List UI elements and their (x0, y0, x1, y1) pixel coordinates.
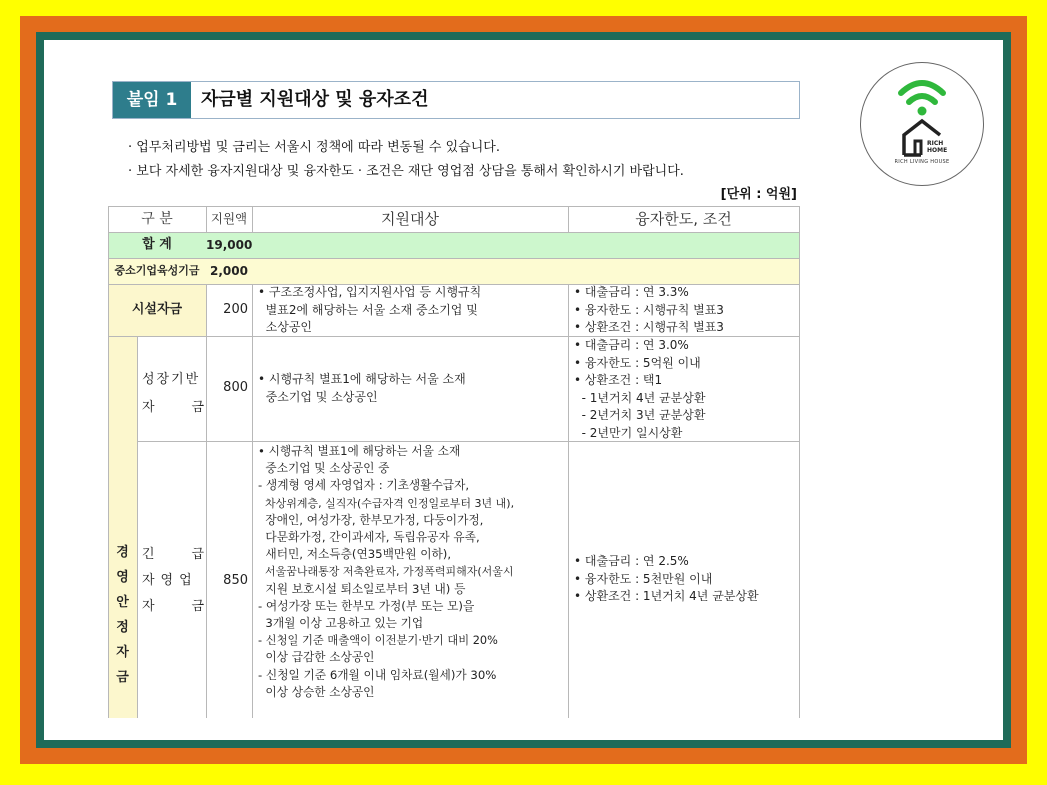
list-item: 새터민, 저소득층(연35백만원 이하), (258, 547, 452, 562)
facility-label: 시설자금 (131, 302, 183, 317)
group-char: 정 (116, 620, 129, 635)
total-label: 합 계 (142, 237, 172, 252)
list-item: 이상 상승한 소상공인 (258, 684, 375, 699)
header-target: 지원대상 (381, 210, 439, 228)
list-item: 소상공인 (258, 320, 312, 334)
emergency-amount: 850 (223, 573, 248, 588)
list-item: • 대출금리 : 연 2.5% (574, 554, 689, 568)
list-item: - 신청일 기준 6개월 이내 임차료(월세)가 30% (258, 667, 497, 682)
total-amount: 19,000 (206, 238, 253, 252)
list-item: - 2년거치 3년 균분상환 (574, 408, 706, 422)
grid-line (206, 284, 207, 718)
header-terms: 융자한도, 조건 (635, 210, 732, 228)
list-item: 이상 급감한 소상공인 (258, 650, 375, 665)
group-char: 안 (116, 595, 129, 610)
list-item: • 상환조건 : 택1 (574, 373, 663, 387)
facility-terms (568, 284, 799, 337)
list-item: - 1년거치 4년 균분상환 (574, 390, 706, 405)
list-item: • 융자한도 : 5천만원 이내 (574, 571, 713, 586)
list-item: • 상환조건 : 1년거치 4년 균분상환 (574, 589, 759, 603)
growth-label-line: 성장기반 (142, 372, 201, 387)
group-label (108, 540, 137, 690)
title-box (112, 81, 800, 119)
list-item: 중소기업 및 소상공인 중 (258, 461, 390, 476)
brand-line-1: RICH (927, 140, 944, 147)
emergency-label-line: 자영업 (142, 573, 198, 588)
fund-amount: 2,000 (210, 264, 248, 278)
list-item: 중소기업 및 소상공인 (258, 389, 378, 404)
growth-target (252, 371, 568, 406)
group-char: 금 (116, 670, 129, 685)
list-item: - 2년만기 일시상환 (574, 425, 683, 440)
emergency-terms (568, 553, 799, 606)
note-2: · 보다 자세한 융자지원대상 및 융자한도 · 조건은 재단 영업점 상담을 통해서 확인하시기 바랍니다. (128, 164, 684, 179)
list-item: • 대출금리 : 연 3.0% (574, 338, 689, 352)
list-item: - 생계형 영세 자영업자 : 기초생활수급자, (258, 478, 470, 493)
emergency-label-line: 긴 급 (142, 547, 204, 562)
list-item: • 융자한도 : 시행규칙 별표3 (574, 302, 724, 317)
grid-line (799, 206, 800, 718)
brand-line-2: HOME (927, 147, 948, 154)
emergency-label (142, 542, 204, 620)
facility-amount: 200 (223, 302, 248, 317)
header-category: 구 분 (141, 211, 173, 227)
header-amount: 지원액 (210, 211, 248, 226)
list-item: 차상위계층, 실직자(수급자격 인정일로부터 3년 내), (258, 496, 515, 510)
logo (860, 62, 984, 186)
list-item: • 대출금리 : 연 3.3% (574, 285, 689, 299)
list-item: • 융자한도 : 5억원 이내 (574, 355, 701, 370)
growth-terms (568, 337, 799, 442)
logo-tagline: RICH LIVING HOUSE (894, 159, 950, 165)
group-char: 자 (116, 645, 129, 660)
page-title: 자금별 지원대상 및 융자조건 (201, 89, 429, 110)
list-item: 별표2에 해당하는 서울 소재 중소기업 및 (258, 302, 478, 317)
list-item: 지원 보호시설 퇴소일로부터 3년 내) 등 (258, 581, 466, 596)
list-item: - 여성가장 또는 한부모 가정(부 또는 모)을 (258, 598, 475, 613)
list-item: 3개월 이상 고용하고 있는 기업 (258, 616, 424, 631)
list-item: • 시행규칙 별표1에 해당하는 서울 소재 (258, 372, 466, 386)
fund-label: 중소기업육성기금 (114, 264, 200, 277)
list-item: 다문화가정, 간이과세자, 독립유공자 유족, (258, 530, 480, 545)
list-item: 장애인, 여성가장, 한부모가정, 다둥이가정, (258, 512, 484, 527)
unit-label: [단위 : 억원] (720, 187, 797, 202)
list-item: - 신청일 기준 매출액이 이전분기·반기 대비 20% (258, 634, 498, 648)
emergency-label-line: 자 금 (142, 599, 204, 614)
list-item: • 상환조건 : 시행규칙 별표3 (574, 320, 724, 334)
emergency-target (252, 443, 568, 718)
grid-line (137, 336, 138, 718)
list-item: • 구조조정사업, 입지지원사업 등 시행규칙 (258, 285, 482, 299)
list-item: 서울꿈나래통장 저축완료자, 가정폭력피해자(서울시 (258, 565, 514, 579)
growth-label (142, 366, 204, 422)
title-tag: 붙임 1 (113, 82, 191, 118)
group-char: 경 (116, 545, 129, 560)
growth-label-line: 자 금 (142, 400, 204, 415)
group-char: 영 (116, 570, 129, 585)
home-icon (861, 63, 983, 185)
facility-target (252, 284, 568, 337)
note-1: · 업무처리방법 및 금리는 서울시 정책에 따라 변동될 수 있습니다. (128, 140, 500, 155)
list-item: • 시행규칙 별표1에 해당하는 서울 소재 (258, 444, 461, 458)
growth-amount: 800 (223, 380, 248, 395)
